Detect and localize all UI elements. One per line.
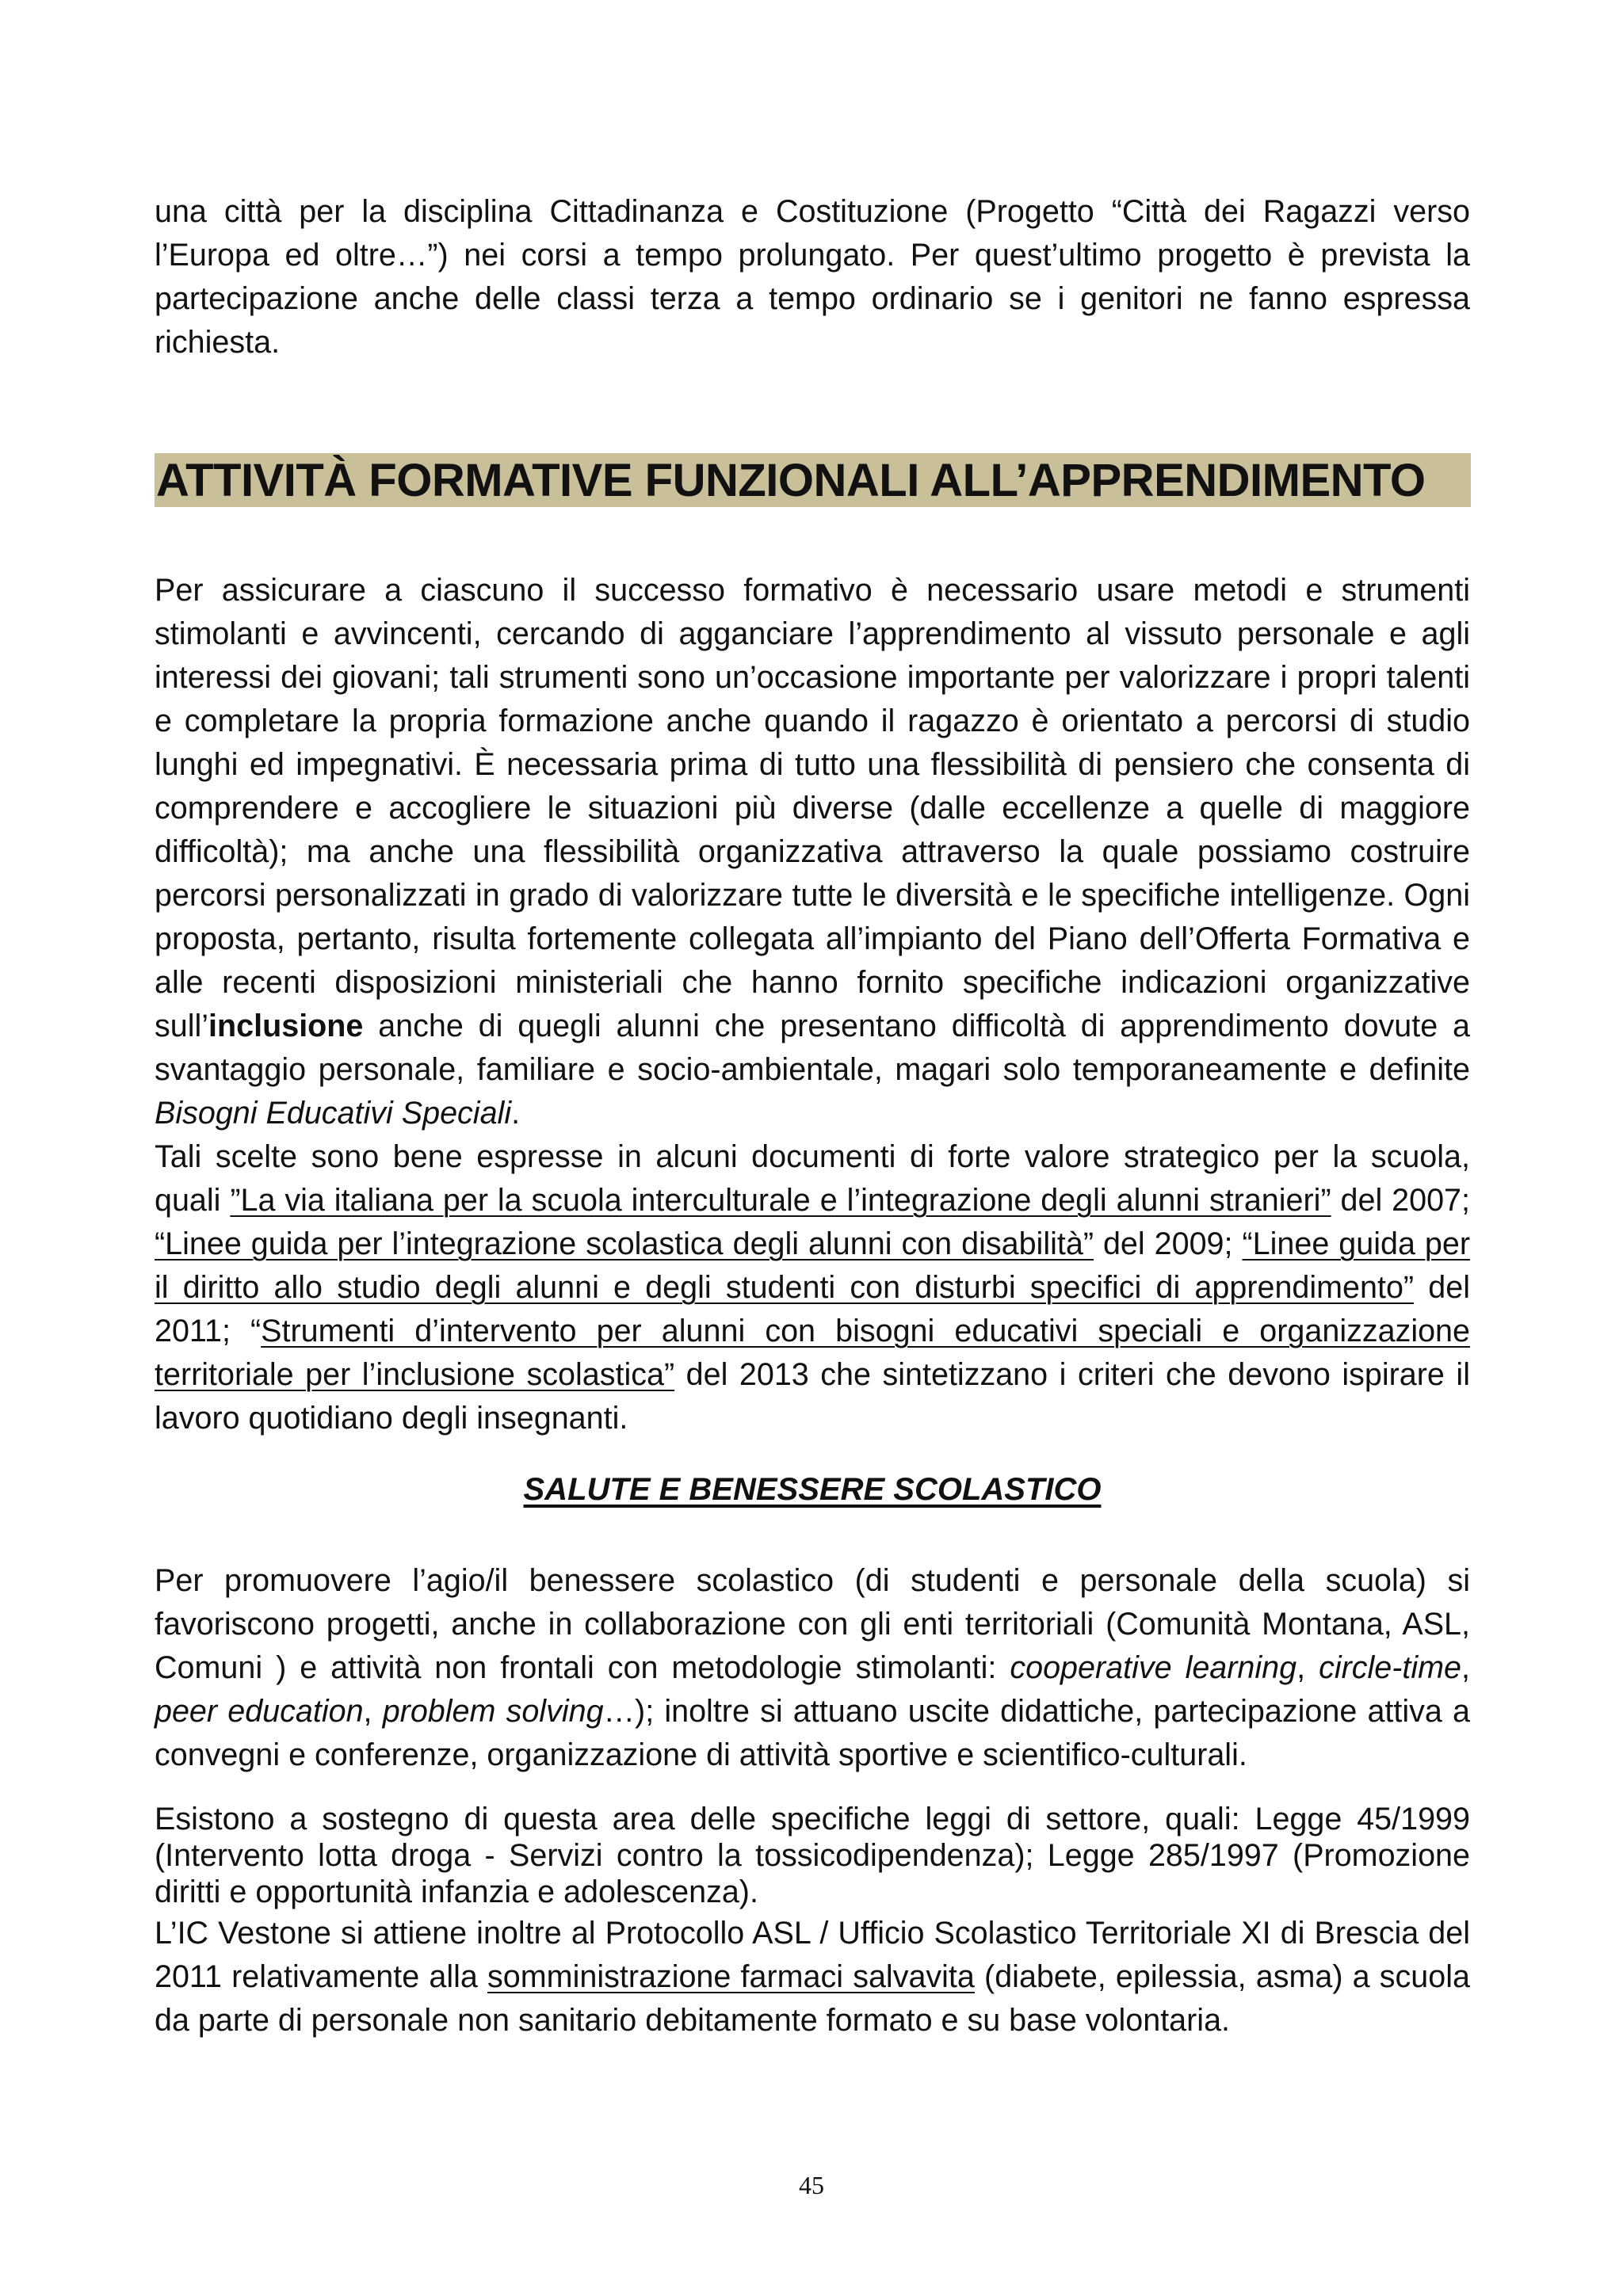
section-heading: ATTIVITÀ FORMATIVE FUNZIONALI ALL’APPRENDIMENTO [156,455,1426,506]
paragraph-text: . [511,1096,521,1131]
subsection-heading: SALUTE E BENESSERE SCOLASTICO [523,1472,1102,1507]
paragraph-text: Tali scelte sono bene espresse in alcuni documenti di forte valore strategico per la scuola, quali [155,1139,1470,1218]
separator: , [363,1694,383,1729]
page-number: 45 [799,2171,824,2199]
separator: , [1461,1650,1471,1685]
underlined-term-farmaci: somministrazione farmaci salvavita [487,1959,975,1994]
paragraph-text: L’IC Vestone si attiene inoltre al Protocollo ASL / Ufficio Scolastico Territoriale XI di Brescia del 2011 relativamente alla [155,1916,1470,1994]
intro-paragraph: una città per la disciplina Cittadinanza e Costituzione (Progetto “Città dei Ragazzi verso l’Europa ed oltre…”) nei corsi a tempo prolungato. Per quest’ultimo progetto è prevista la partecipazione anche delle classi terza a tempo ordinario se i genitori ne fanno espressa richiesta. [155,194,1470,360]
document-reference-link[interactable]: “Linee guida per l’integrazione scolastica degli alunni con disabilità” [155,1226,1094,1261]
italic-term: problem solving [382,1694,604,1729]
italic-term: cooperative learning [1010,1650,1297,1685]
document-reference-link[interactable]: Strumenti d’intervento per alunni con bisogni educativi speciali e organizzazione territoriale per l’inclusione scolastica” [155,1314,1470,1392]
document-reference-link[interactable]: “Linee guida per il diritto allo studio degli alunni e degli studenti con disturbi specifici di apprendimento” [155,1226,1470,1305]
italic-term-bes: Bisogni Educativi Speciali [155,1096,512,1131]
bold-term-inclusione: inclusione [208,1009,364,1043]
paragraph-protocollo [155,1912,1470,2042]
document-reference-link[interactable]: ”La via italiana per la scuola interculturale e l’integrazione degli alunni stranieri” [230,1183,1331,1218]
paragraph-leggi: Esistono a sostegno di questa area delle specifiche leggi di settore, quali: Legge 45/1999 (Intervento lotta droga - Servizi contro la tossicodipendenza); Legge 285/1997 (Promozione diritti e opportunità infanzia e adolescenza). [155,1802,1470,1909]
paragraph-text: Per assicurare a ciascuno il successo formativo è necessario usare metodi e strumenti stimolanti e avvincenti, cercando di agganciare l’apprendimento al vissuto personale e agli interessi dei giovani; tali strumenti sono un’occasione importante per valorizzare i propri talenti e completare la propria formazione anche quando il ragazzo è orientato a percorsi di studio lunghi ed impegnativi. È necessaria prima di tutto una flessibilità di pensiero che consenta di comprendere e accogliere le situazioni più diverse (dalle eccellenze a quelle di maggiore difficoltà); ma anche una flessibilità organizzativa attraverso la quale possiamo costruire percorsi personalizzati in grado di valorizzare tutte le diversità e le specifiche intelligenze. Ogni proposta, pertanto, risulta fortemente collegata all’impianto del Piano dell’Offerta Formativa e alle recenti disposizioni ministeriali che hanno fornito specifiche indicazioni organizzative sull’ [155,573,1470,1043]
paragraph-text: del 2007; [1331,1183,1470,1218]
paragraph-text: …); inoltre si attuano uscite didattiche, partecipazione attiva a convegni e conferenze, organizzazione di attività sportive e scientifico-culturali. [155,1694,1471,1772]
paragraph-documenti [155,1135,1470,1440]
paragraph-text: del 2013 che sintetizzano i criteri che devono ispirare il lavoro quotidiano degli insegnanti. [155,1357,1470,1436]
paragraph-benessere [155,1559,1470,1777]
italic-term: peer education [155,1694,364,1729]
paragraph-successo-formativo [155,569,1470,1135]
paragraph-text: del 2009; [1093,1226,1243,1261]
paragraph-text: del 2011; “ [155,1270,1470,1348]
paragraph-text: anche di quegli alunni che presentano difficoltà di apprendimento dovute a svantaggio personale, familiare e socio-ambientale, magari solo temporaneamente e definite [155,1009,1470,1087]
paragraph-text: Per promuovere l’agio/il benessere scolastico (di studenti e personale della scuola) si favoriscono progetti, anche in collaborazione con gli enti territoriali (Comunità Montana, ASL, Comuni ) e attività non frontali con metodologie stimolanti: [155,1563,1470,1685]
italic-term: circle-time [1319,1650,1462,1685]
separator: , [1296,1650,1319,1685]
paragraph-text: (diabete, epilessia, asma) a scuola da parte di personale non sanitario debitamente formato e su base volontaria. [155,1959,1470,2038]
